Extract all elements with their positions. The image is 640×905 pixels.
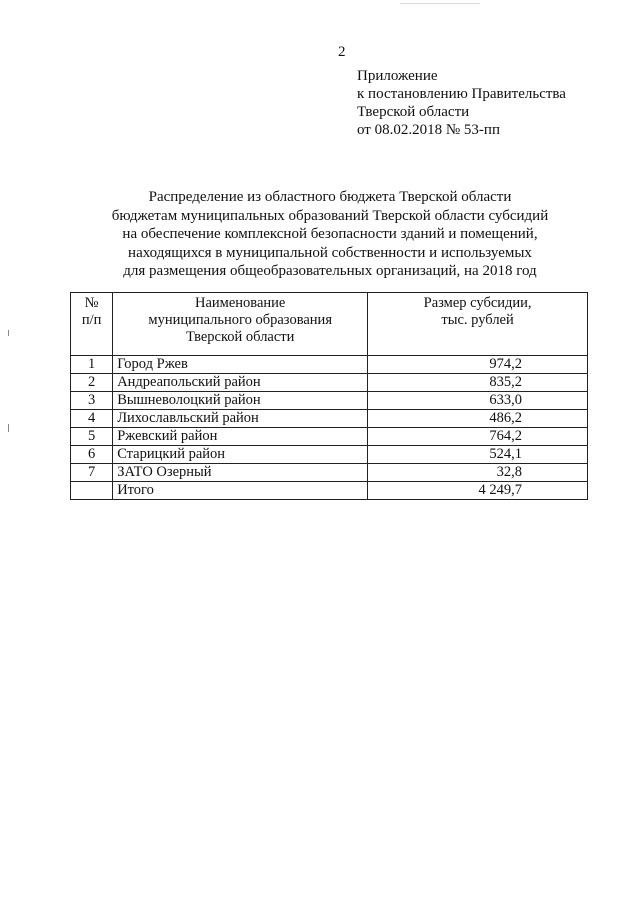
header-amount (368, 293, 588, 356)
table-row (71, 428, 588, 446)
subsidy-table (70, 292, 588, 500)
row-municipality: Ржевский район (113, 428, 368, 446)
total-number (71, 482, 113, 500)
appendix-line: к постановлению Правительства (357, 86, 566, 102)
table-row (71, 392, 588, 410)
row-amount: 32,8 (368, 464, 588, 482)
header-amount-line: тыс. рублей (441, 312, 514, 328)
table-row (71, 374, 588, 392)
scan-artifact (400, 3, 480, 4)
table-row (71, 410, 588, 428)
total-amount: 4 249,7 (368, 482, 588, 500)
appendix-line: от 08.02.2018 № 53-пп (357, 122, 500, 138)
total-label: Итого (113, 482, 368, 500)
table-header-row (71, 293, 588, 356)
row-amount: 974,2 (368, 356, 588, 374)
header-name-line: Наименование (195, 295, 286, 311)
title-line: находящихся в муниципальной собственности и используемых (128, 244, 532, 261)
row-municipality: Город Ржев (113, 356, 368, 374)
page-number: 2 (338, 44, 346, 60)
row-municipality: ЗАТО Озерный (113, 464, 368, 482)
table-row (71, 446, 588, 464)
table-row (71, 356, 588, 374)
header-name (113, 293, 368, 356)
table-total-row (71, 482, 588, 500)
row-number: 4 (71, 410, 113, 428)
title-line: бюджетам муниципальных образований Тверской области субсидий (111, 207, 549, 224)
header-number-line: п/п (81, 312, 102, 328)
row-municipality: Лихославльский район (113, 410, 368, 428)
document-title (90, 188, 570, 281)
appendix-block (357, 67, 566, 139)
appendix-line: Приложение (357, 68, 438, 84)
title-line: на обеспечение комплексной безопасности зданий и помещений, (122, 226, 538, 242)
scan-artifact (8, 424, 9, 432)
row-amount: 524,1 (368, 446, 588, 464)
header-number (71, 293, 113, 356)
scan-artifact (8, 330, 9, 336)
header-name-line: Тверской области (185, 329, 295, 345)
row-number: 3 (71, 392, 113, 410)
row-number: 5 (71, 428, 113, 446)
row-amount: 486,2 (368, 410, 588, 428)
row-municipality: Старицкий район (113, 446, 368, 464)
table-row (71, 464, 588, 482)
row-municipality: Вышневолоцкий район (113, 392, 368, 410)
title-line: для размещения общеобразовательных организаций, на 2018 год (123, 263, 537, 279)
header-name-line: муниципального образования (148, 312, 332, 328)
row-municipality: Андреапольский район (113, 374, 368, 392)
row-number: 2 (71, 374, 113, 392)
title-line: Распределение из областного бюджета Тверской области (148, 189, 512, 205)
header-number-line: № (84, 295, 99, 311)
row-amount: 835,2 (368, 374, 588, 392)
row-number: 7 (71, 464, 113, 482)
header-amount-line: Размер субсидии, (423, 295, 532, 311)
row-number: 1 (71, 356, 113, 374)
appendix-line: Тверской области (357, 104, 470, 120)
row-number: 6 (71, 446, 113, 464)
row-amount: 764,2 (368, 428, 588, 446)
row-amount: 633,0 (368, 392, 588, 410)
